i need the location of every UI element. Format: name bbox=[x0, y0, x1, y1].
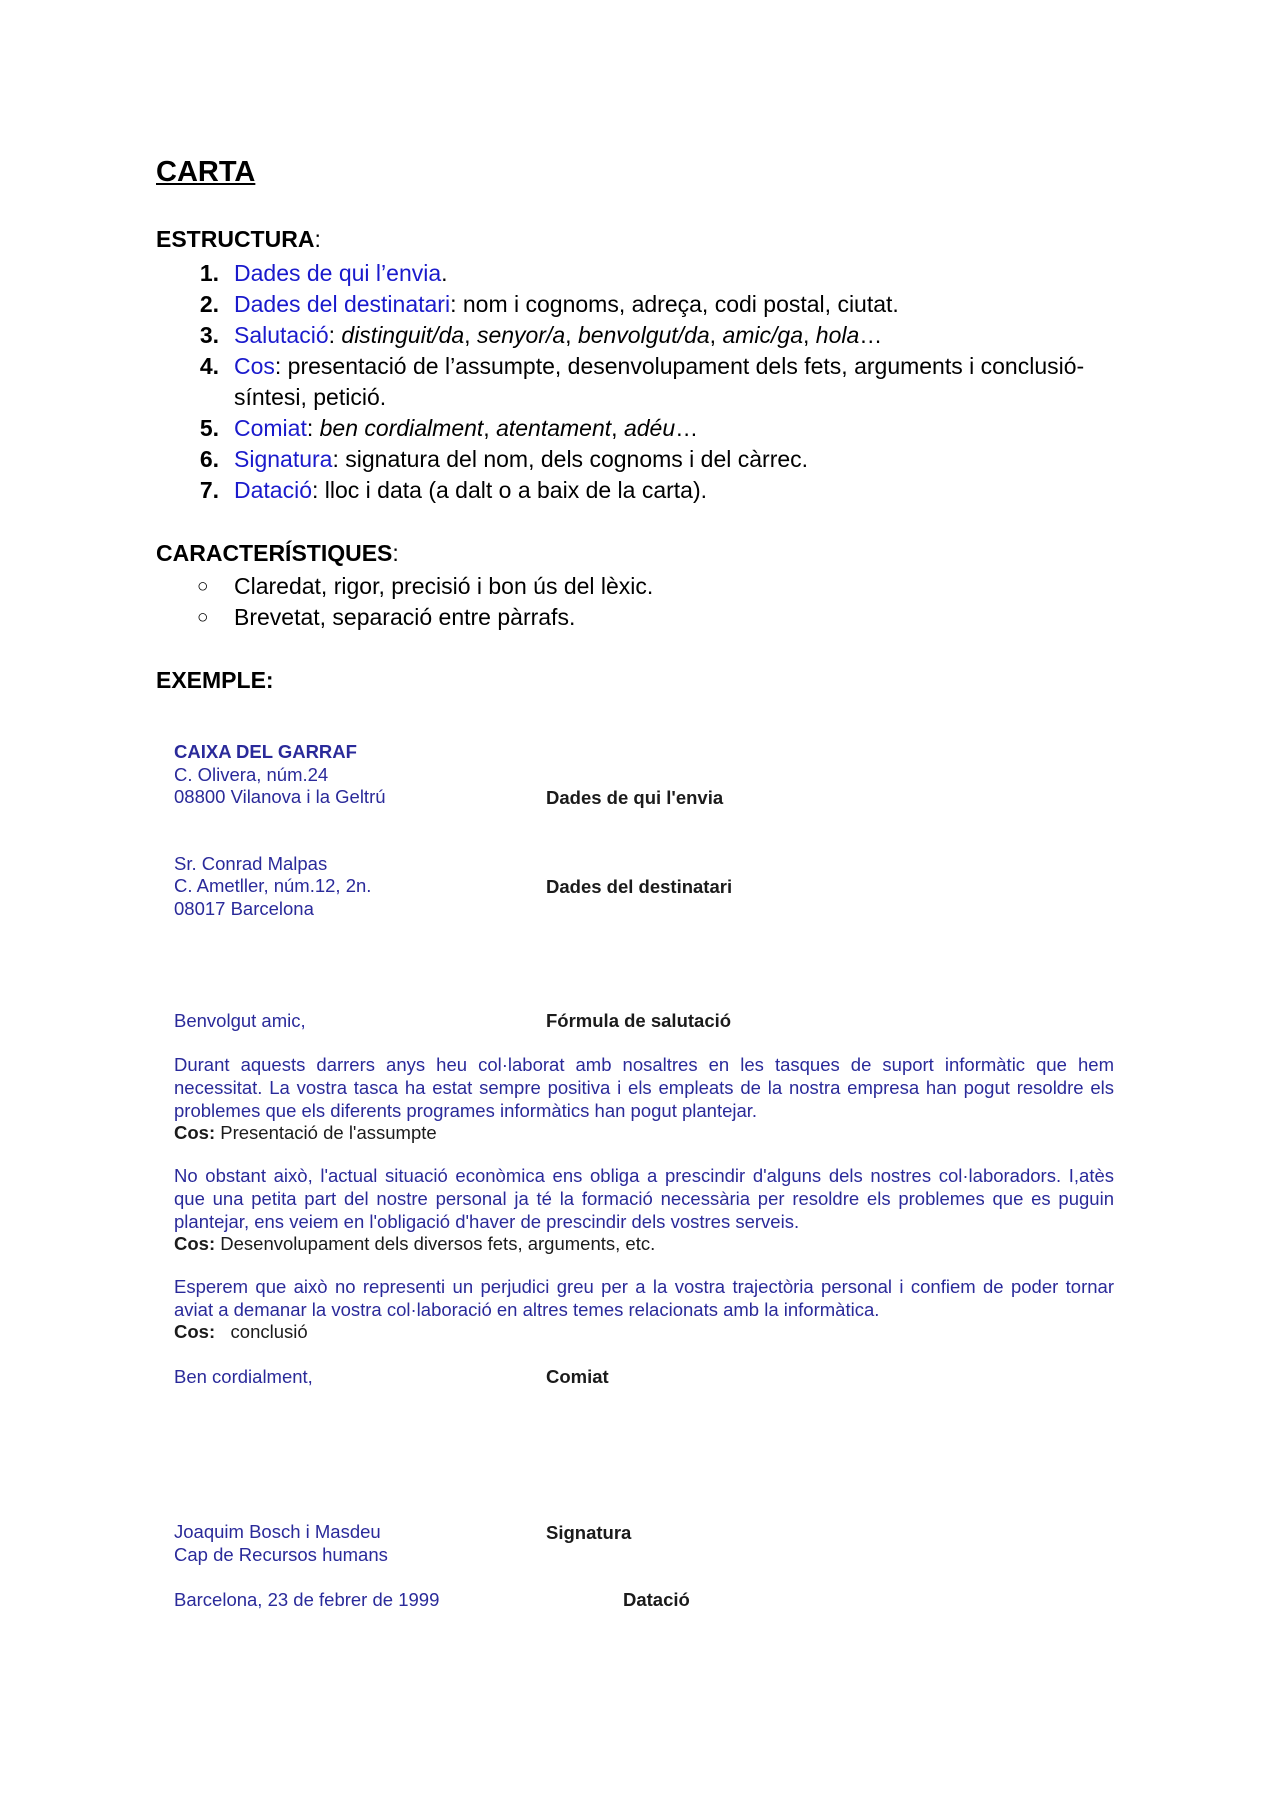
structure-item-label: Salutació bbox=[234, 322, 329, 348]
structure-item-2 bbox=[234, 291, 899, 318]
body-paragraph-1: Durant aquests darrers anys heu col·laborat amb nosaltres en les tasques de suport informàtic que hem necessitat. La vostra tasca ha estat sempre positiva i els empleats de la nostra empresa han pogut resoldre els problemes que els diferents programes informàtics han pogut plantejar. bbox=[174, 1054, 1114, 1121]
structure-item-text: : presentació de l’assumpte, desenvolupament dels fets, arguments i conclusió- bbox=[274, 353, 1085, 379]
characteristics-item: Claredat, rigor, precisió i bon ús del lèxic. bbox=[234, 573, 654, 599]
closing-tag: Comiat bbox=[546, 1366, 609, 1387]
structure-item-text: : bbox=[306, 415, 320, 441]
body-note-2 bbox=[174, 1233, 655, 1255]
structure-item-7 bbox=[234, 477, 707, 504]
structure-number-1: 1. bbox=[199, 260, 219, 286]
structure-item-text: , bbox=[611, 415, 624, 441]
body-paragraph-2: No obstant això, l'actual situació econòmica ens obliga a prescindir d'alguns dels nostres col·laboradors. I,atès que una petita part del nostre personal ja té la formació necessària per resoldre els problemes que es puguin plantejar, ens veiem en l'obligació d'haver de prescindir dels vostres serveis. bbox=[174, 1165, 1114, 1232]
structure-item-text: , bbox=[483, 415, 497, 441]
body-paragraph-3: Esperem que això no representi un perjudici greu per a la vostra trajectòria personal i confiem de poder tornar aviat a demanar la vostra col·laboració en altres temes relacionats amb la informàtica. bbox=[174, 1276, 1114, 1320]
structure-item-1 bbox=[234, 260, 448, 287]
structure-item-text: , bbox=[709, 322, 723, 348]
structure-item-example: ben cordialment bbox=[319, 415, 484, 441]
sender-name: CAIXA DEL GARRAF bbox=[174, 741, 357, 762]
signature-tag: Signatura bbox=[546, 1522, 632, 1543]
body-note-label: Cos: bbox=[174, 1321, 216, 1342]
body-note-3 bbox=[174, 1321, 308, 1343]
recipient-street: C. Ametller, núm.12, 2n. bbox=[174, 875, 372, 896]
characteristics-item: Brevetat, separació entre pàrrafs. bbox=[234, 604, 576, 630]
bullet-icon: ○ bbox=[197, 576, 209, 597]
structure-item-text: , bbox=[464, 322, 477, 348]
structure-item-example: distinguit/da bbox=[341, 322, 465, 348]
structure-item-label: Comiat bbox=[234, 415, 307, 441]
recipient-city: 08017 Barcelona bbox=[174, 898, 314, 919]
structure-item-label: Cos bbox=[234, 353, 275, 379]
structure-item-example: hola bbox=[815, 322, 860, 348]
characteristics-heading-colon: : bbox=[392, 540, 399, 566]
structure-heading bbox=[156, 226, 321, 253]
structure-number-4: 4. bbox=[199, 353, 219, 379]
structure-number-5: 5. bbox=[199, 415, 219, 441]
structure-number-7: 7. bbox=[199, 477, 219, 503]
structure-item-4-continuation: síntesi, petició. bbox=[234, 384, 387, 410]
structure-heading-text: ESTRUCTURA bbox=[156, 226, 315, 252]
dating-text: Barcelona, 23 de febrer de 1999 bbox=[174, 1589, 440, 1610]
greeting-tag: Fórmula de salutació bbox=[546, 1010, 732, 1031]
structure-item-example: adéu bbox=[623, 415, 676, 441]
sender-street: C. Olivera, núm.24 bbox=[174, 764, 329, 785]
structure-number-2: 2. bbox=[199, 291, 219, 317]
structure-item-text: : lloc i data (a dalt o a baix de la carta). bbox=[311, 477, 708, 503]
structure-item-text: : bbox=[328, 322, 342, 348]
bullet-icon: ○ bbox=[197, 607, 209, 628]
sender-city: 08800 Vilanova i la Geltrú bbox=[174, 786, 386, 807]
structure-item-text: : signatura del nom, dels cognoms i del càrrec. bbox=[332, 446, 809, 472]
structure-item-example: atentament bbox=[496, 415, 612, 441]
structure-item-text: . bbox=[441, 260, 448, 286]
structure-item-example: amic/ga bbox=[722, 322, 803, 348]
structure-item-example: senyor/a bbox=[476, 322, 566, 348]
structure-item-4 bbox=[234, 353, 1084, 380]
structure-item-label: Dades de qui l’envia bbox=[234, 260, 442, 286]
signature-role: Cap de Recursos humans bbox=[174, 1544, 388, 1565]
characteristics-heading bbox=[156, 540, 399, 567]
structure-item-label: Datació bbox=[234, 477, 312, 503]
structure-item-example: benvolgut/da bbox=[577, 322, 710, 348]
structure-item-label: Dades del destinatari bbox=[234, 291, 451, 317]
structure-heading-colon: : bbox=[314, 226, 321, 252]
structure-item-6 bbox=[234, 446, 808, 473]
recipient-tag: Dades del destinatari bbox=[546, 876, 733, 897]
structure-item-text: , bbox=[803, 322, 816, 348]
structure-item-3 bbox=[234, 322, 882, 349]
signature-name: Joaquim Bosch i Masdeu bbox=[174, 1521, 381, 1542]
greeting-text: Benvolgut amic, bbox=[174, 1010, 306, 1031]
dating-tag: Datació bbox=[623, 1589, 690, 1610]
body-note-label: Cos: bbox=[174, 1122, 216, 1143]
closing-text: Ben cordialment, bbox=[174, 1366, 313, 1387]
page-title: CARTA bbox=[156, 156, 256, 188]
recipient-name: Sr. Conrad Malpas bbox=[174, 853, 328, 874]
characteristics-heading-text: CARACTERÍSTIQUES bbox=[156, 540, 393, 566]
body-note-label: Cos: bbox=[174, 1233, 216, 1254]
body-note-text: Presentació de l'assumpte bbox=[215, 1122, 437, 1143]
body-note-text: Desenvolupament dels diversos fets, arguments, etc. bbox=[215, 1233, 656, 1254]
structure-item-5 bbox=[234, 415, 698, 442]
structure-number-6: 6. bbox=[199, 446, 219, 472]
structure-item-text: , bbox=[565, 322, 578, 348]
structure-item-label: Signatura bbox=[234, 446, 333, 472]
example-heading: EXEMPLE: bbox=[156, 667, 274, 693]
structure-item-text: : nom i cognoms, adreça, codi postal, ciutat. bbox=[450, 291, 899, 317]
structure-item-text: … bbox=[859, 322, 883, 348]
body-note-text: conclusió bbox=[215, 1321, 308, 1342]
sender-tag: Dades de qui l'envia bbox=[546, 787, 724, 808]
structure-item-text: … bbox=[675, 415, 699, 441]
body-note-1 bbox=[174, 1122, 437, 1144]
structure-number-3: 3. bbox=[199, 322, 219, 348]
